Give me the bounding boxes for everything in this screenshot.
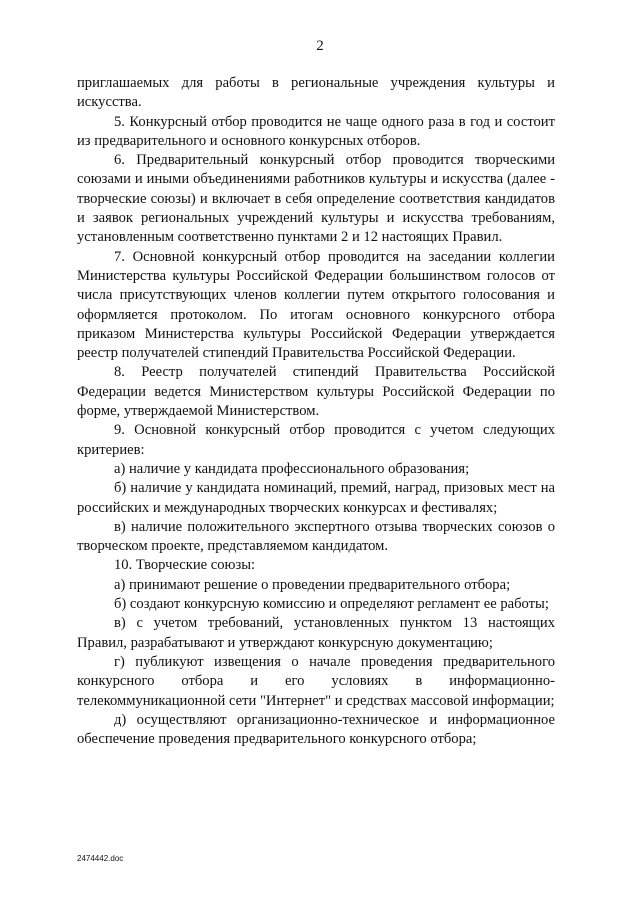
paragraph-item-6: 6. Предварительный конкурсный отбор проводится творческими союзами и иными объединениями работников культуры и искусства (далее - творческие союзы) и включает в себя определение соответствия кандидатов и заявок региональных учреждений культуры и искусства требованиям, установленным соответственно пунктами 2 и 12 настоящих Правил. (77, 152, 555, 246)
footer-file-name: 2474442.doc (77, 854, 124, 863)
paragraph-item-9b: б) наличие у кандидата номинаций, премий, наград, призовых мест на российских и международных творческих конкурсах и фестивалях; (77, 480, 555, 516)
paragraph-item-10v: в) с учетом требований, установленных пунктом 13 настоящих Правил, разрабатывают и утверждают конкурсную документацию; (77, 615, 555, 651)
paragraph-item-10g: г) публикуют извещения о начале проведения предварительного конкурсного отбора и его условиях в информационно-телекоммуникационной сети "Интернет" и средствах массовой информации; (77, 653, 555, 709)
paragraph-item-7: 7. Основной конкурсный отбор проводится на заседании коллегии Министерства культуры Российской Федерации большинством голосов от числа присутствующих членов коллегии путем открытого голосования и оформляется протоколом. По итогам основного конкурсного отбора приказом Министерства культуры Российской Федерации утверждается реестр получателей стипендий Правительства Российской Федерации. (77, 248, 555, 362)
paragraph-item-8: 8. Реестр получателей стипендий Правительства Российской Федерации ведется Министерством культуры Российской Федерации по форме, утверждаемой Министерством. (77, 364, 555, 420)
paragraph-continuation: приглашаемых для работы в региональные учреждения культуры и искусства. (77, 75, 555, 111)
paragraph-item-10b: б) создают конкурсную комиссию и определяют регламент ее работы; (114, 596, 549, 613)
page-number: 2 (316, 38, 324, 54)
paragraph-item-5: 5. Конкурсный отбор проводится не чаще одного раза в год и состоит из предварительного и основного конкурсных отборов. (77, 113, 555, 149)
paragraph-item-9a: а) наличие у кандидата профессионального образования; (114, 460, 470, 477)
paragraph-item-10d: д) осуществляют организационно-техническое и информационное обеспечение проведения предварительного конкурсного отбора; (77, 711, 555, 748)
document-body (77, 74, 555, 749)
paragraph-item-9v: в) наличие положительного экспертного отзыва творческих союзов о творческом проекте, представляемом кандидатом. (77, 518, 555, 555)
paragraph-item-9: 9. Основной конкурсный отбор проводится с учетом следующих критериев: (77, 422, 555, 458)
paragraph-item-10a: а) принимают решение о проведении предварительного отбора; (114, 576, 511, 593)
paragraph-item-10: 10. Творческие союзы: (114, 557, 256, 574)
